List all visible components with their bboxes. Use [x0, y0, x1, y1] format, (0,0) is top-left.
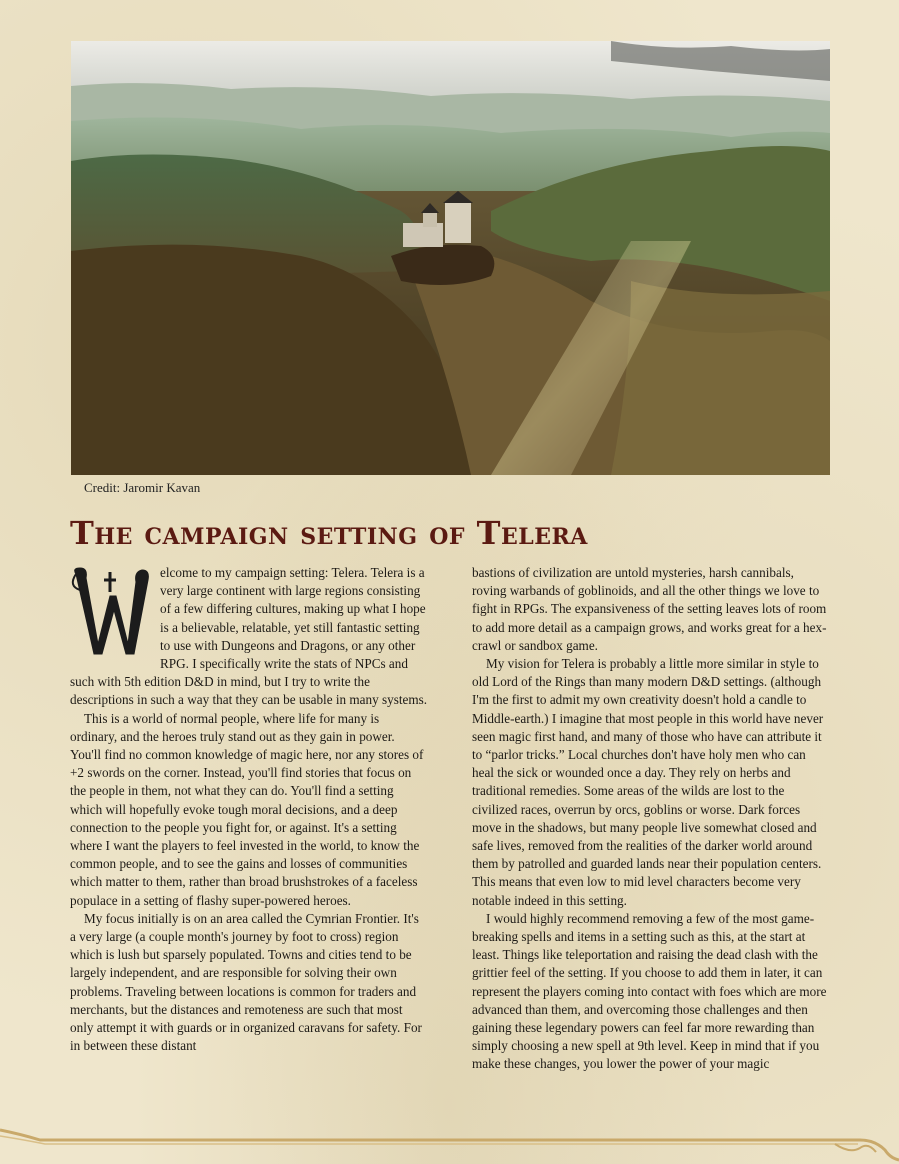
- dropcap-w-icon: [70, 566, 152, 658]
- paragraph: bastions of civilization are untold mysteries, harsh cannibals, roving warbands of goblinoids, and all the other things we love to fight in RPGs. The expansiveness of the setting leaves lots of room to add more detail as a campaign grows, and works great for a hex-crawl or sandbox game.: [472, 565, 827, 653]
- paragraph: My focus initially is on an area called the Cymrian Frontier. It's a very large (a couple month's journey by foot to cross) region which is lush but sparsely populated. Towns and cities tend to be largely independent, and are responsible for solving their own problems. Traveling between locations is common for traders and merchants, but the distances and remoteness are such that most only attempt it with guards or in organized caravans for safety. For in between these distant: [70, 910, 422, 1054]
- paragraph: I would highly recommend removing a few of the most game-breaking spells and items in a setting such as this, at the start at least. Things like teleportation and raising the dead clash with the grittier feel of the setting. If you choose to add them in later, it can represent the players coming into contact with foes which are more advanced than them, and overcoming those challenges and then gaining these legendary powers can feel far more rewarding than simply choosing a new spell at 9th level. Keep in mind that if you make these changes, you lower the power of your magic: [472, 910, 827, 1072]
- landscape-illustration: [71, 41, 830, 475]
- page-title: The campaign setting of Telera: [70, 514, 588, 552]
- image-credit: Credit: Jaromir Kavan: [84, 480, 201, 495]
- footer-ornament: [0, 1110, 899, 1164]
- paragraph: My vision for Telera is probably a little more similar in style to old Lord of the Rings than many modern D&D settings. (although I'm the first to admit my own creativity doesn't hold a candle to Middle-earth.) I imagine that most people in this world have never seen magic first hand, and many of those who have can attribute it to “parlor tricks.” Local churches don't have holy men who can heal the sick or wounded once a day. They rely on herbs and traditional remedies. Some areas of the wilds are lost to the civilized races, overrun by orcs, goblins or worse. Dark forces move in the shadows, but many people live somewhat closed and safe lives, removed from the realities of the darker world around them by patrolled and guarded lands near their population centers. This means that even low to mid level characters become very notable indeed in this setting.: [472, 656, 824, 908]
- text-column-left: [70, 564, 428, 1055]
- hero-photo: [71, 41, 830, 475]
- paragraph: elcome to my campaign setting: Telera. Telera is a very large continent with large regions consisting of a few differing cultures, making up what I hope is a believable, relatable, yet still fantastic setting to use with Dungeons and Dragons, or any other RPG. I specifically write the stats of NPCs and such with 5th edition D&D in mind, but I try to write the descriptions in such a way that they can be usable in many systems.: [70, 565, 428, 708]
- paragraph: This is a world of normal people, where life for many is ordinary, and the heroes truly stand out as they gain in power. You'll find no common knowledge of magic here, nor any stores of +2 swords on the corner. Instead, you'll find stories that focus on the people in them, not what they can do. You'll find a setting which will hopefully evoke tough moral decisions, and a deep connection to the people you fight for, or against. It's a setting where I want the players to feel invested in the world, to know the common people, and to see the gains and losses of communities which matter to them, rather than broad brushstrokes of a faceless populace in a setting of flashy super-powered heroes.: [70, 710, 424, 908]
- text-column-right: [472, 564, 830, 1074]
